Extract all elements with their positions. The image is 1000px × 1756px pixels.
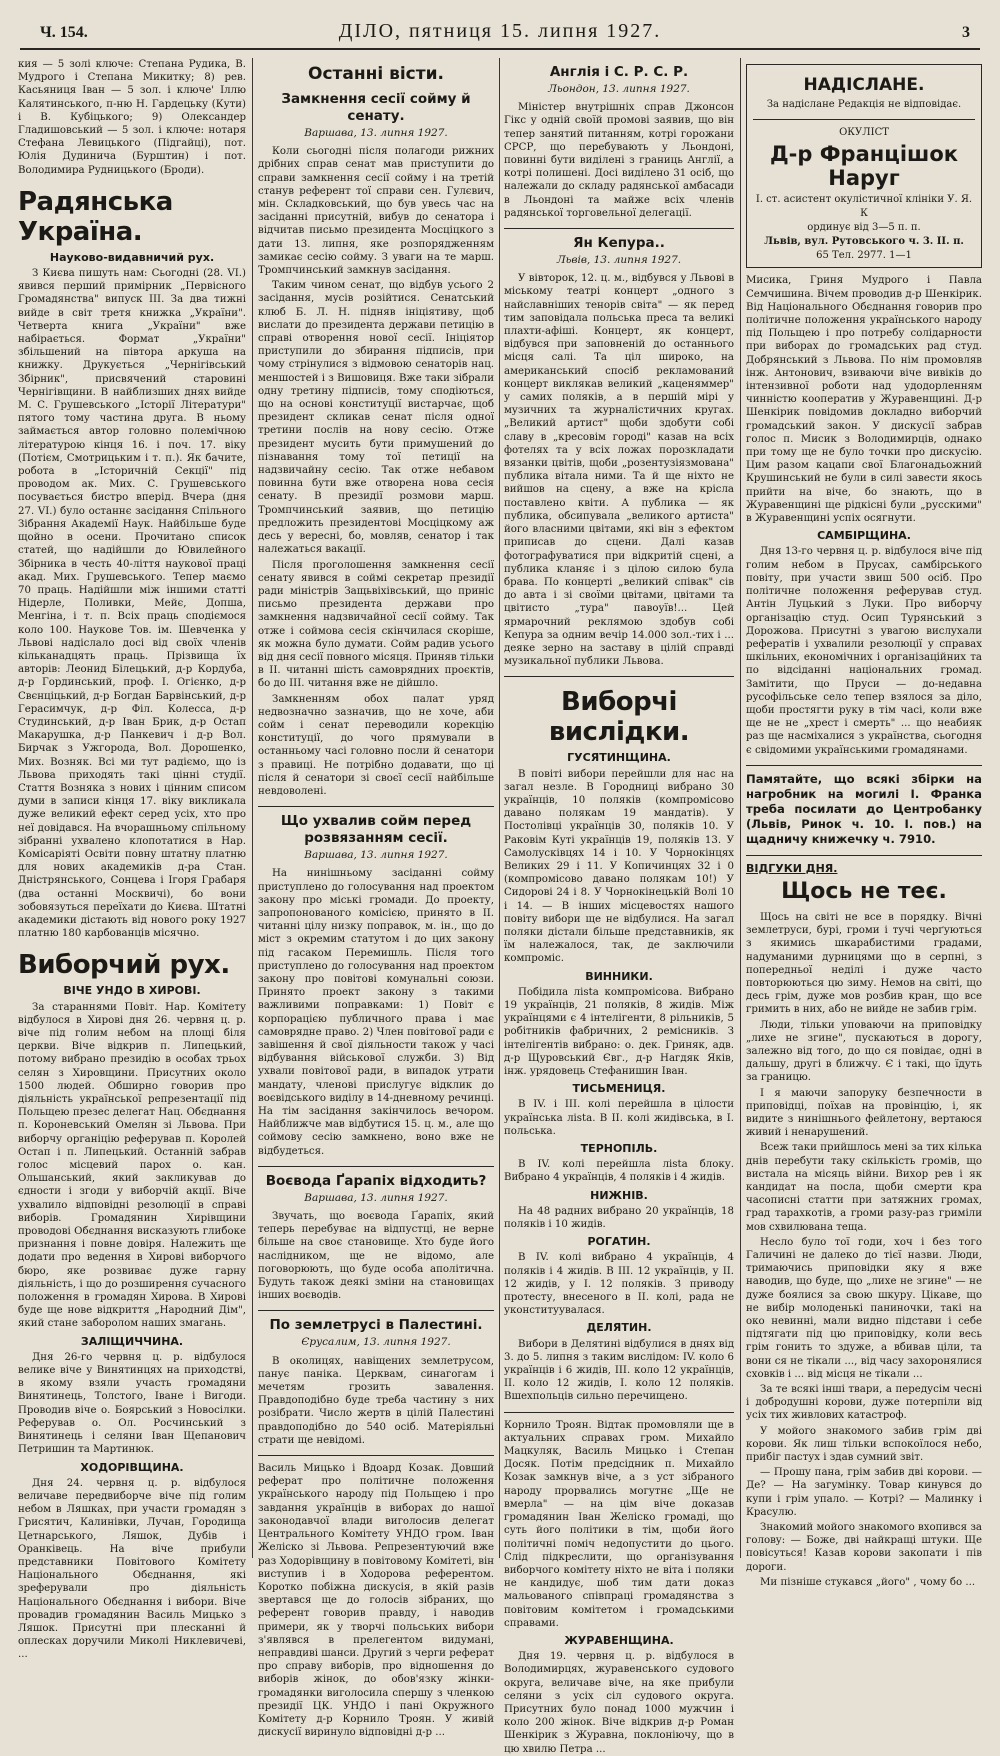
article-body: Дня 24. червня ц. р. відбулося величаве передвиборче віче під голим небом в Ляшках, при участи громадян з Грисятич, Калинівки, Лучан, Городища Цетнарського, Ляшок, Дубів і Оранківець. На віче прибули представники Повітового Комітету Національного Обєднання, які зреферували про діяльність Національного Обєднання і вибори. Віче провадив громадянин Василь Мицько з Ляшок. Присутні при плесканні й оплесках доручили Миколі Никлевичеві, ... xyxy=(18,1477,246,1661)
rubric-disclaimer: За надіслане Редакція не відповідає. xyxy=(766,99,962,110)
article-headline: Що ухвалив сойм перед розвязанням сесії. xyxy=(280,813,472,847)
article-body: В околицях, навіщених землетрусом, панує паніка. Церквам, синагогам і мечетям грозить завалення. Правдоподібно буде треба частину з них розібрати. Число жертв в цілій Палестині правдоподібно до 540 осіб. Матеріяльні страти ще невідомі. xyxy=(258,1355,494,1446)
article-subheading: ВІЧЕ УНДО В ХИРОВІ. xyxy=(63,984,201,998)
article-body: Дня 19. червня ц. р. відбулося в Володимирцях, журавенського судового округа, величаве віче, на яке прибули селяни з усіх сіл судового округа. Присутних було понад 1000 мужчин і коло 200 жінок. Віче відкрив д-р Роман Шенкірик з Журавна, поклоніючу, що в цю хвилю Петра ... xyxy=(504,1651,734,1755)
article-subheading: ТЕРНОПІЛЬ. xyxy=(580,1142,658,1156)
article-body: Після проголошення замкнення сесії сенату явився в соймі секретар президії ради міністрів Защьвіхівський, що приніс письмо президента держави про замкнення надзвичайної сесії сойму. Так отже і соймова сесія скінчилася скоріше, як можна було думати. Сойм радив усього від дня сесії повного місяця. Приняв тільки в II. читанні шість самоврядних проєктів, бо до III. читання вже не дійшло. xyxy=(258,559,494,690)
column-4 xyxy=(746,58,982,1588)
article-body: Коли сьогодні після полагоди рижних дрібних справ сенат мав приступити до справи замкнення сесії сойму і на третій станув референт тої справи сен. Гулєвич, мін. Складковський, що був увесь час на засіданні присутній, вибув до сенатора і відчитав письмо президента Мосціцкого з дати 13. липня, яке розпорядженням замикає сесію сойму. З уваги на те марш. Тромпчинський замкнув засідання. xyxy=(258,146,494,277)
article-body: В IV. і III. колі перейшла в цілости українська лista. В II. колі жидівська, в I. польська. xyxy=(504,1099,734,1137)
ad-address: Львів, вул. Рутовського ч. 3. II. п. xyxy=(764,236,964,248)
separator xyxy=(504,676,734,677)
article-body: За те всякі інші твари, а передусім чесні і добродушні корови, дуже потерпіли від усіх тих живлових катастроф. xyxy=(746,1384,982,1422)
newspaper-title: ДІЛО, пятниця 15. липня 1927. xyxy=(338,20,662,42)
article-body: В IV. колі перейшла лista блоку. Вибрано 4 українців, 4 поляків і 4 жидів. xyxy=(504,1159,734,1184)
franko-fund-notice: Памятайте, що всякі збірки на нагробник на могилі І. Франка треба посилати до Центробанку (Львів, Ринок ч. 10. І. пов.) на щадничу книжечку ч. 7910. xyxy=(746,771,982,846)
column-rule xyxy=(740,58,741,1558)
article-body: Дня 26-го червня ц. р. відбулося велике віче у Винятинцях на приходстві, в якому взяли участь громадяни Винятинець, Толстого, Іване і Вигоди. Проводив віче о. Боярський з Новосілки. Реферував о. Ол. Росчинський з Винятинець і селяни Іван Щепанович Петришин та Мартинюк. xyxy=(18,1351,246,1456)
feuilleton-title: Щось не теє. xyxy=(781,878,947,904)
section-heading-vyborchyi-rukh: Виборчий рух. xyxy=(18,950,230,981)
article-body: — Прошу пана, грім забив дві корови. — Де? — На загумінку. Товар кинувся до купи і грім упало. — Котрі? — Малинку і Красулю. xyxy=(746,1467,982,1518)
page-number: 3 xyxy=(962,24,970,41)
section-heading-radianska-ukraina: Радянська Україна. xyxy=(18,186,173,247)
ad-hours: ординує від 3—5 п. п. xyxy=(807,221,921,233)
article-subheading: ДЕЛЯТИН. xyxy=(586,1321,652,1335)
rubric-vidhuky-dnia: ВІДГУКИ ДНЯ. xyxy=(746,861,838,875)
article-subheading: РОГАТИН. xyxy=(587,1235,651,1249)
ad-doctor-name: Д-р Францішок Наруг xyxy=(769,142,959,191)
article-continuation: Мисика, Гриня Мудрого і Павла Семчишина. Вічем проводив д-р Шенкірик. Від Національного Обєднання говорив про політичне положення українського народу під Польщею і про потребу солідарности при виборах до громадських рад студ. Добрянський з Львова. По нім промовляв інж. Антонович, взиваючи віче вивіків до інтензивної роботи над удодорленням чинністю кооператив у Журавенщині. Д-р Шенкірик повідомив докладно виборчий громадський закон. У дискусії забрав голос п. Мисик з Володимирців, однако при тому ще не було точки про дискусію. Цим разом кацапи свої Благонадьожний Крушинський не були в силі завести якось прийти на віче, бо знають, що в Журавенщині ще рідкісні були „русскими" в Журавенщині успіх осягнути. xyxy=(746,275,982,525)
article-continuation: Корнило Троян. Відтак промовляли ще в актуальних справах гром. Михайло Мацкуляк, Василь Мицько і Степан Досяк. Потім предсідник п. Михайло Козак замкнув віче, а з уст зібраного народу прорвались могутнє „Ще не вмерла" — на цім віче доказав громадянин Іван Желіско громаді, що суть його політики в тім, щоби його політичні поміч недопустити до цього. Слід підкреслити, що організування виборчого комітету ніхто не віта і поляки не кандидує, шоб тим дати доказ мальованого співпраці громадянства з повітовим комітетом і громадськими справами. xyxy=(504,1419,734,1629)
column-3 xyxy=(504,58,734,1755)
article-headline: Воєвода Ґарапіх відходить? xyxy=(265,1172,487,1189)
advertisement-box xyxy=(746,64,982,268)
article-body: Знакомий мойого знакомого вхопився за голову: — Боже, дві найкращі штуки. Ще повісуться! Казав корови закопати і пів дороги. xyxy=(746,1522,982,1573)
article-body: Замкненням обох палат уряд недвозначно зазначив, що не хоче, аби сойм і сенат переводили корекцію конституції, до чого прямували в останньому часі головно посли й сенатори з правиці. Не потрібно додавати, що ці після й сенатори зі своєї сесії найбільше невдоволені. xyxy=(258,693,494,797)
article-body: За стараннями Повіт. Нар. Комітету відбулося в Хирові дня 26. червня ц. р. віче під голим небом на площі біля церкви. Віче відкрив п. Липецький, потому вибрано президію в особах трьох селян з Хировщини. Присутних около 1500 людей. Обширно говорив про діяльність української репрезентації під Польщею презес делегат Нац. Обєднання п. Короневський Омелян зі Львова. При виборчу органіцію реферував п. Королей Остап і п. Липецький. Останній забрав голос місцевий парох о. кан. Ольшанський, який закликував до єдности і згоди у виборчій акції. Віче ухвалило відповідні резолюції в справі виборів. Громадянин Хирівщини проводові Обєднання висказують глибоке признання і повне довіря. Належить ще додати про ведення в Хирові виборчого бюро, яке розвиває дуже гарну діяльність, і що до розширення сучасного положення в громадян Хирова. В Хирові буде ще нове відкриття „Народний Дім", який стане заборолом наших змагань. xyxy=(18,1001,246,1330)
article-body: Щось на світі не все в порядку. Вічні землетруси, бурі, громи і тучі черґуються з якимись шкарабистими градами, надуманими дурницями що в серпні, з попередньої неділі і дуже часто повторюються цю зиму. Немов на світі, що десь грім, дуже мов розбив кран, що все гримить в них, або не вийде не забив грім. xyxy=(746,911,982,1016)
article-body: Таким чином сенат, що відбув усього 2 засідання, мусів розійтися. Сенатський клюб Б. Л. Н. підняв ініціятиву, щоб вислати до президента держави петицію в справі отворення нової сесії. Ініціятор приступили до збирання підписів, при чому стрінулися з відмовою сенаторів нац. меншостей і з Вишовиця. Вже таки зібрали одну третину підписів, тому сподіються, що на основі конституції вистарчає, щоб президент скликав сенат після одної третини послів на нову сесію. Отже президент мусить бути примушений до пізнавання тому тої петиції на надзвичайну сесію. Так отже небавом повинна бути вже отворена нова сесія сенату. В президії розмови марш. Тромпчинський заявив, що петицію предложить президентові Мосціцкому аж десь у вересні, бо, мовляв, сенатор і так належаться вакації. xyxy=(258,280,494,556)
dateline: Варшава, 13. липня 1927. xyxy=(304,127,448,139)
column-rule xyxy=(499,58,500,1558)
article-body: Вибори в Делятині відбулися в днях від 3. до 5. липня з таким вислідом: IV. коло 6 українців і 6 жидів, III. коло 12 українців, II. коло 12 жидів, I. коло 12 поляків. Вшехпольців сильно перечищено. xyxy=(504,1338,734,1403)
dateline: Львів, 13. липня 1927. xyxy=(556,254,682,267)
article-continuation: кия — 5 золі ключе: Степана Рудика, В. Мудрого і Степана Микитку; 8) рев. Касьяниця Іван — 5 зол. і ключе' Іллю Калятинського, п-ню Н. Гардецьку (Кути) і В. Кубіцького; 9) Олександер Гладишовський — 5 зол. і ключе: нотаря Стефана Левицького (Підгайці), пот. Юлія Дудинича (Бурштин) і пот. Володимира Рудницького (Броди). xyxy=(18,59,246,176)
article-body: Міністер внутрішніх справ Джонсон Гікс у одній своїй промові заявив, що він тепер занятий питанням, котрі горожани СРСР, що перебувають у Льондоні, повинні бути виділені з границь Англії, а котрі полишені. Досі виділено 31 осіб, що належали до складу радянської амбасади в Льондоні та майже всіх членів радянської торговельної делегації. xyxy=(504,102,734,219)
issue-number: Ч. 154. xyxy=(40,24,88,41)
rubric-nadislane: НАДІСЛАНЕ. xyxy=(803,75,925,95)
separator xyxy=(753,119,975,120)
dateline: Варшава, 13. липня 1927. xyxy=(304,849,448,862)
article-body: Звучать, що воєвода Ґарапіх, який теперь перебуває на відпустці, не верне більше на своє становище. Хто буде його наслідником, ще не відомо, але поговорюють, що буде особа аполітична. Будуть також деякі зміни на становищах інших воєводів. xyxy=(258,1211,494,1302)
dateline: Варшава, 13. липня 1927. xyxy=(304,1191,448,1204)
separator xyxy=(258,1310,494,1311)
article-body: Люди, тільки уповаючи на приповідку „лихе не згине", пускаються в дорогу, залежно від того, до що ся повідає, одні в дальшу, другі в ближчу. Є і такі, що їдуть за границю. xyxy=(746,1019,982,1084)
article-body: І я маючи запоруку безпечности в приповідці, поїхав на провінцію, і, як видите з нинішнього фейлетону, вертаюся живий і ненарушений. xyxy=(746,1087,982,1139)
article-headline: Ян Кепура.. xyxy=(573,235,665,252)
section-heading-vyborchi-vyslidky: Виборчі вислідки. xyxy=(548,687,690,748)
dateline: Льондон, 13. липня 1927. xyxy=(548,83,690,95)
article-subheading: ГУСЯТИНЩИНА. xyxy=(567,751,671,765)
separator xyxy=(504,1412,734,1413)
article-body: На 48 радних вибрано 20 українців, 18 поляків і 10 жидів. xyxy=(504,1205,734,1231)
article-headline: По землетрусі в Палестині. xyxy=(269,1317,483,1334)
separator xyxy=(258,806,494,807)
ad-phone: 65 Тел. 2977. 1—1 xyxy=(816,250,912,262)
separator xyxy=(746,765,982,766)
separator xyxy=(258,1166,494,1167)
article-body: На нинішньому засіданні сойму приступлено до голосування над проектом закону про міські громади. До проекту, запропонованого комісією, принято в II. читанні цілу низку поправок, м. ін., що до міст з окремим статутом і до цих закону під гасаком Перемишль. Після того приступлено до голосування над проектом закону про повітові комунальні союзи. Принято проект закону з такими важливими поправками: 1) Повіт є корпорацією публичного права і має самоврядне право. 2) Член повітової ради є завішення й свої діяльности також у часі відбування військової служби. 3) Від ухвали повітової ради, в випадок утрати мандату, членові прислугує відклик до воєвідського виділу в 14-дневному речинці. На тім засідання закінчилось вечором. Найближче мав відбутися 15. ц. м., але що соймову сесію замкнено, воно вже не відбудеться. xyxy=(258,868,494,1157)
ad-profession: ОКУЛІСТ xyxy=(839,127,889,139)
article-body: Несло було тої годи, хоч і без того Галичині не далеко до тієї назви. Люди, тримаючись приповідки яку я вже наводив, що буде, що „лихе не згине" — не дуже боялися за свою шкуру. Цікаве, що не вибір молоденькі паниночки, такі на око невинні, мали видно підстави і себе підтягати під цю приповідку, коли весь грім гонить то здуже, а вбивав ціли, та вони ся не тікали ..., від часу захоронялися сховків і ... від місця не тікали ... xyxy=(746,1236,982,1380)
section-subheading: Науково-видавничий рух. xyxy=(49,250,215,264)
article-body: Всеж таки прийшлось мені за тих кілька днів перебути таку скількість громів, що вистала на місяць війни. Вихор рев і як кандидат на посла, щоби смерти кра часописні статти при затяжних громах, град тарахкотів, а громи разу-раз гриміли мов схвилювана теща. xyxy=(746,1142,982,1233)
separator xyxy=(258,1455,494,1456)
column-2 xyxy=(258,58,494,1739)
masthead xyxy=(20,18,980,50)
article-subheading: ЗАЛІЩИЧЧИНА. xyxy=(80,1334,184,1348)
separator xyxy=(504,228,734,229)
article-body: У мойого знакомого забив грім дві корови. Як лиш тільки вспокоїлося небо, прибіг пастух і здав сумний звіт. xyxy=(746,1425,982,1464)
article-subheading: ТИСЬМЕНИЦЯ. xyxy=(572,1082,666,1096)
section-heading-ostanni-visty: Останні вісти. xyxy=(308,64,444,84)
article-body: Дня 13-го червня ц. р. відбулося віче під голим небом в Прусах, самбірського повіту, при участи звиш 500 осіб. Про політичне положення реферував студ. Антін Луцький з Луки. Про виборчу організацію студ. Осип Турянський з Дорожова. Присутні з увагою вислухали рефератів і ухвалили резолюції у справах шкільних, економічних і організаційних та по відсіданні національних громад. Замітити, що Пруси — до-недавна русофільське село тепер взялося за діло, щоби простягти руку в тім часі, коли вже ще не не „хрест і смерть" ... що неабияк раз ще насміхалися з українства, сьогодня є свідомими українськими громадянами. xyxy=(746,546,982,756)
article-body: У вівторок, 12. ц. м., відбувся у Львові в міському театрі концерт „одного з найславніших тенорів світа" — як перед тим заповідала польська преса та великі плахти-афіші. Концерт, як концерт, відбувся при заповненій до останнього місця салі. Та ціл широко, на американський спосіб рекламований концерт виклякав великий „каценяммер" у самих поляків, а в першій мірі у музичних та журналістичних кругах. „Великий артист" щоби здобути собі славу в „кресовім городі" казав на всіх фотелях та у всіх ложах порозкладати вязанки цвітів, щоби „розентузіязмована" публика вітала ними. Та й ще ніхто не вийшов на сцену, а вже на крісла поставлено квіти. А публика — як публика, обсипувала „великого артиста" його власними цвітами, які він з ефектом приписав до сцени. Далі казав фотографуватися при відкритій сцені, а публика кланяє і з цілою силою була брава. По концерті „великий співак" сів до авта і зі своїми цвітами, цвітами та цвітисто „тура" павоуїв!... Цей ярмарочний реклямою здобув собі Кепура за одним вечір 14.000 зол.-тих і ... деяке зерно на заставу в цілій справді музикальної публики Львова. xyxy=(504,273,734,668)
article-continuation: Василь Мицько і Вдоард Козак. Довший реферат про політичне положення українського народу під Польщею і про завдання українців в виборах до нашої законодавчої влади виголосив делегат Центрального Комітету УНДО гром. Іван Желіско зі Львова. Репрезентуючий вже раз Ходорівщину в повітовому Комітеті, він виступив і в Ходорова референтом. Коротко побіжна дискусія, в якій разів звертався ще до голосів зібраних, що референт говорив правду, і наводив примери, як у творчі польських вибори з'являвся в прелегентом видумані, неправдиві шанси. Другий з черги реферат про справу виборів, про відношення до виборів жінок, до обов'язку жінки-громадянки виголосила спершу з членкою президії ЦК. УНДО і пані Окружного Комітету д-р Корнило Троян. У живій дискусії виринуло відповідні д-р ... xyxy=(258,1463,494,1739)
column-rule xyxy=(252,58,253,1558)
column-1 xyxy=(18,58,246,1661)
article-subheading: НИЖНІВ. xyxy=(590,1188,648,1202)
article-headline: Замкнення сесії сойму й сенату. xyxy=(281,91,471,124)
separator xyxy=(746,855,982,856)
article-subheading: САМБІРЩИНА. xyxy=(817,529,911,543)
article-subheading: ЖУРАВЕНЩИНА. xyxy=(564,1633,674,1647)
dateline: Єрусалим, 13. липня 1927. xyxy=(301,1336,451,1349)
ad-detail: І. ст. асистент окулістичної клініки У. Я. К xyxy=(755,194,973,219)
article-body: В IV. колі вибрано 4 українців, 4 поляків і 4 жидів. В III. 12 українців, у II. 12 жидів, у I. 12 поляків. З приводу протесту, внесеного в II. колі, рада не уконституувалася. xyxy=(504,1252,734,1317)
article-subheading: ВИННИКИ. xyxy=(585,969,653,983)
article-body: Ми пізніше стукався „його" , чому бо ... xyxy=(760,1576,976,1588)
article-body: З Києва пишуть нам: Сьогодні (28. VI.) явився перший примірник „Первісного Громадянства" випуск III. За два тижні вийде в світ третя книжка „України". Четверта книга „України" вже набірається. Формат „України" збільшений на півтора аркуша на книжку. Друкується „Чернігівський Збірник", присвячений старовині Чернігівщини. В найблизших днях вийде М. С. Грушевського „Історії Літератури" пятого тому частина друга. В ньому займається автор головно полемічною літературою кінця 16. і поч. 17. віку (Потієм, Смотрицьким і т. п.). Як бачите, робота в „Історичній Секції" під проводом ак. Мих. С. Грушевського посувається бистро вперід. Вчера (дня 27. VI.) було останнє засідання Спільного Зібрання Академії Наук. Найбільше буде щойно в осени. Прочитано список статей, що надійшли до Ювилейного Збірника в честь 40-ліття наукової праці акад. Мих. Грушевського. Тепер маємо 70 праць. Надійшли між іншими статті Нідерле, Поливки, Мейє, Допша, Менгіна, і т. п. Всіх праць сподіємося коло 100. Наукове Тов. ім. Шевченка у Львові надіслало досі від своїх членів кільканадцять праць. Прізвища їх авторів: Леонид Білецький, д-р Кордуба, д-р Гординський, проф. І. Огієнко, д-р Свєнціцький, д-р Богдан Барвінський, д-р Герасимчук, д-р Філ. Колесса, д-р Студинський, д-р Іван Брик, д-р Остап Макарушка, д-р Панкевич і д-р Вол. Бирчак з Ужгорода, Вол. Дорошенко, Мих. Возняк. Всі ми тут радіємо, що із Львова приходять такі цінні студії. Стаття Возняка з нових і цінним списом думи в записи кінця 17. віку викликала дуже великий ефект серед усіх, хто про неї довідався. На вчорашньому спільному зібранні ухвалено клопотатися в Нар. Комісаріяті Освіти повну штатну платню для нових академиків д-ра Стан. Дністрянського, Сонцева і Ігоря Грабаря (два останні Москвичі), бо вони зобовязуться переїхати до Києва. Штатні академики дістають від нового року 1927 платню 180 карбованців місячно. xyxy=(18,268,246,940)
article-body: В повіті вибори перейшли для нас на загал незле. В Городниці вибрано 30 українців, 10 поляків (компромісово давано полякам 19 мандатів). У Постолівці українців 30, поляків 10. У Раковім Куті українців 19, поляків 13. У Самолусківцях 14 і 10. У Чорнокінцях Великих 29 і 11. У Копичинцях 32 і 0 (компромісово давано полякам 10!) У Сидорові 24 і 8. У Чорнокінецькій Волі 10 і 14. — В інших місцевостях нашого повіту вибори ще не відбулися. На загал поляки дістали більше представників, як їм належалося, так, де заключили компроміс. xyxy=(504,768,734,965)
article-subheading: ХОДОРІВЩИНА. xyxy=(80,1460,184,1474)
article-body: Побідила лista компромісова. Вибрано 19 українців, 21 поляків, 8 жидів. Між українцями є 4 інтелігенти, 8 рільників, 5 робітників фабричних, 2 ремісників. З інтелігентів вибрано: о. дек. Гриняк, адв. д-р Щуровський Євг., д-р Нагдяк Яків, інж. урядовець Стефанишин Іван. xyxy=(504,986,734,1077)
article-headline: Англія і С. Р. С. Р. xyxy=(549,64,689,80)
